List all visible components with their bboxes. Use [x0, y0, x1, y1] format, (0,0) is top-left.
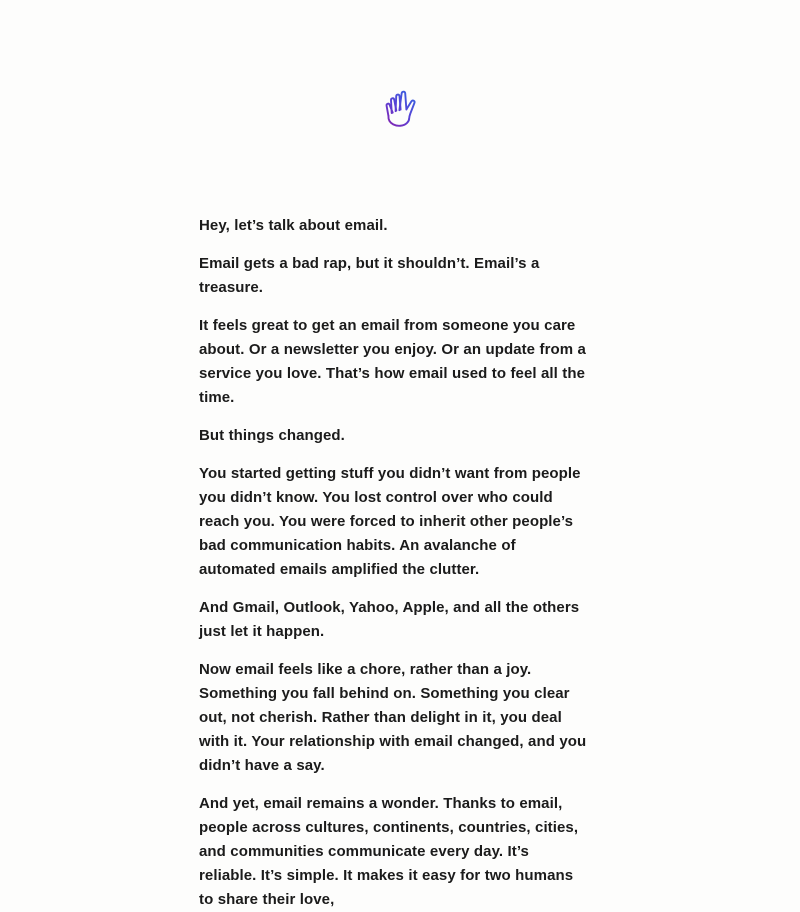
paragraph: Now email feels like a chore, rather than a joy. Something you fall behind on. Something you clear out, not cherish. Rather than delight in it, you deal with it. Your relationship with email changed, and you didn’t have a say.	[199, 661, 587, 774]
paragraph: It feels great to get an email from someone you care about. Or a newsletter you enjoy. Or an update from a service you love. That’s how email used to feel all the time.	[199, 317, 586, 406]
manifesto-article	[199, 214, 589, 912]
paragraph: And yet, email remains a wonder. Thanks to email, people across cultures, continents, countries, cities, and communities communicate every day. It’s reliable. It’s simple. It makes it easy for two humans to share their love,	[199, 795, 579, 908]
paragraph: Email gets a bad rap, but it shouldn’t. Email’s a treasure.	[199, 255, 540, 296]
paragraph: Hey, let’s talk about email.	[199, 217, 388, 234]
paragraph: But things changed.	[199, 427, 345, 444]
site-logo[interactable]	[0, 86, 800, 130]
paragraph: You started getting stuff you didn’t want from people you didn’t know. You lost control over who could reach you. You were forced to inherit other people’s bad communication habits. An avalanche of automated emails amplified the clutter.	[199, 465, 581, 578]
waving-hand-icon	[381, 86, 419, 130]
paragraph: And Gmail, Outlook, Yahoo, Apple, and all the others just let it happen.	[199, 599, 580, 640]
